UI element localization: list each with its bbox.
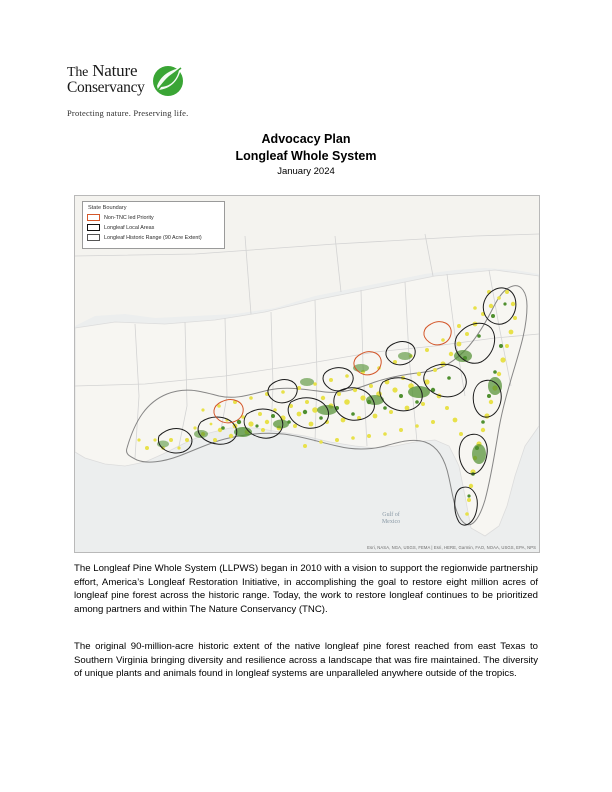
logo-word-nature: Nature (92, 61, 138, 80)
map-legend (82, 201, 225, 249)
green-leaf-globe-icon (151, 64, 185, 103)
logo-wordmark (67, 62, 145, 96)
logo-line-nature (67, 62, 145, 80)
body-paragraph-2: The original 90-million-acre historic extent of the native longleaf pine forest reached from east Texas to Southern Virginia bringing diversity and resilience across a landscape that was fire maintained. The diversity of unique plants and animals found in longleaf systems are unparalleled anywhere outside of the tropics. (74, 641, 538, 680)
legend-item-label: Longleaf Local Areas (104, 224, 155, 231)
legend-item-label: Longleaf Historic Range (90 Acre Extent) (104, 234, 202, 241)
black-outline-swatch-icon (87, 224, 100, 231)
map-graphic (75, 196, 539, 552)
logo-tagline: Protecting nature. Preserving life. (67, 108, 189, 118)
longleaf-range-map (74, 195, 540, 553)
title-block (0, 131, 612, 177)
gulf-of-mexico-label: Gulf of Mexico (381, 512, 401, 525)
legend-item (87, 234, 220, 241)
page-title: Advocacy Plan (261, 132, 351, 146)
body-paragraph-1: The Longleaf Pine Whole System (LLPWS) began in 2010 with a vision to support the regionwide partnership effort, America’s Longleaf Restoration Initiative, in accomplishing the goal to restore eight million acres of longleaf pine forest across the historic range. Today, the work to restore longleaf continues to be prioritized among partners and within The Nature Conservancy (TNC). (74, 563, 538, 615)
orange-outline-swatch-icon (87, 214, 100, 221)
page-subtitle: Longleaf Whole System (235, 148, 377, 163)
page-date: January 2024 (277, 166, 335, 177)
logo-word-conservancy: Conservancy (67, 79, 145, 97)
gray-outline-swatch-icon (87, 234, 100, 241)
legend-title: State Boundary (88, 205, 127, 211)
logo-word-the: The (67, 65, 89, 80)
logo-row (67, 62, 232, 103)
legend-item-label: Non-TNC led Priority (104, 214, 154, 221)
map-attribution: Esri, NASA, NGA, USGS, FEMA | Esri, HERE, Garmin, FAO, NOAA, USGS, EPA, NPS (367, 545, 536, 550)
legend-item (87, 224, 220, 231)
tnc-logo (67, 62, 232, 118)
legend-item (87, 214, 220, 221)
